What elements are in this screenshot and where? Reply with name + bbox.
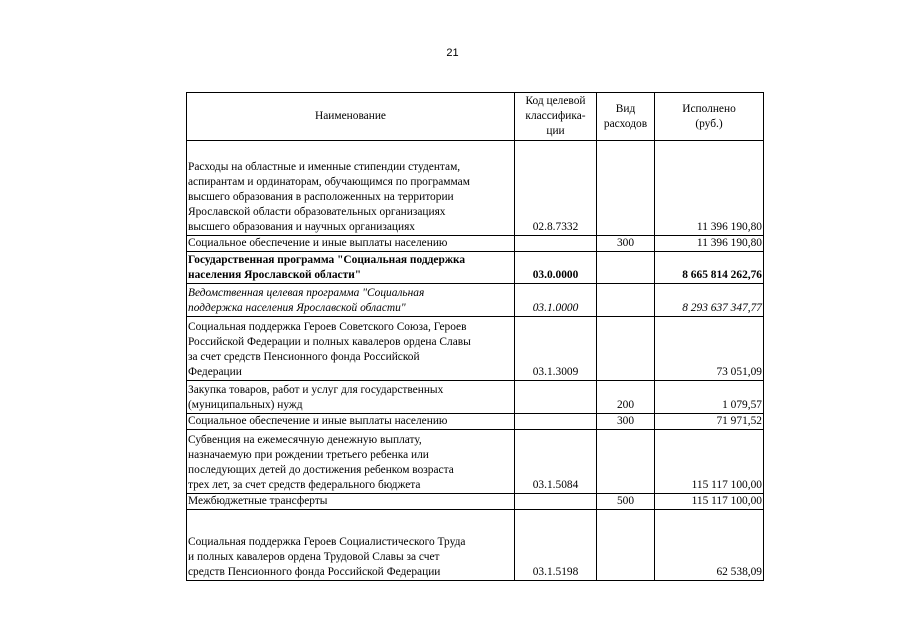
row-name-line: Федерации	[188, 366, 242, 378]
row-name-line: Закупка товаров, работ и услуг для государственных	[188, 384, 444, 396]
row-name-line: поддержка населения Ярославской области"	[188, 302, 406, 314]
row-name-cell	[187, 252, 515, 284]
row-amount-cell: 1 079,57	[655, 381, 764, 414]
row-name-cell	[187, 494, 515, 510]
row-name-cell	[187, 510, 515, 581]
row-expense-type-cell: 300	[597, 414, 655, 430]
row-code-cell: 03.1.5198	[515, 510, 597, 581]
row-expense-type-cell	[597, 141, 655, 236]
row-name-line: высшего образования в расположенных на территории	[188, 191, 454, 203]
row-expense-type-cell: 500	[597, 494, 655, 510]
row-amount-cell: 8 293 637 347,77	[655, 284, 764, 317]
row-name-cell	[187, 430, 515, 494]
row-name-line: Ведомственная целевая программа "Социальная	[188, 287, 425, 299]
row-name-line: трех лет, за счет средств федерального бюджета	[188, 479, 421, 491]
row-expense-type-cell	[597, 317, 655, 381]
row-name-line: Социальная поддержка Героев Социалистического Труда	[188, 536, 466, 548]
row-amount-cell: 8 665 814 262,76	[655, 252, 764, 284]
row-name-line: назначаемую при рождении третьего ребенка или	[188, 449, 429, 461]
row-expense-type-cell: 300	[597, 236, 655, 252]
header-amount	[655, 93, 764, 141]
table-row	[187, 141, 764, 236]
row-name-line: Ярославской области образовательных организациях	[188, 206, 446, 218]
header-type-line-1: Вид	[615, 102, 636, 115]
row-expense-type-cell	[597, 252, 655, 284]
header-amount-line-2: (руб.)	[695, 117, 723, 130]
row-amount-cell: 11 396 190,80	[655, 141, 764, 236]
row-name-cell	[187, 236, 515, 252]
row-amount-cell: 115 117 100,00	[655, 430, 764, 494]
row-amount-cell: 62 538,09	[655, 510, 764, 581]
header-code-line-3: ции	[546, 125, 565, 137]
row-code-cell: 03.1.0000	[515, 284, 597, 317]
table-row	[187, 414, 764, 430]
row-expense-type-cell	[597, 430, 655, 494]
row-amount-cell: 115 117 100,00	[655, 494, 764, 510]
row-expense-type-cell	[597, 284, 655, 317]
row-code-cell: 03.1.5084	[515, 430, 597, 494]
row-name-line: Социальное обеспечение и иные выплаты населению	[188, 237, 448, 249]
budget-execution-table	[186, 92, 764, 581]
table-body	[187, 141, 764, 581]
row-amount-cell: 11 396 190,80	[655, 236, 764, 252]
row-name-line: средств Пенсионного фонда Российской Федерации	[188, 566, 441, 578]
table-row	[187, 252, 764, 284]
row-code-cell: 03.0.0000	[515, 252, 597, 284]
row-name-line: Российской Федерации и полных кавалеров ордена Славы	[188, 336, 471, 348]
row-code-cell	[515, 494, 597, 510]
table-row	[187, 510, 764, 581]
row-name-line: (муниципальных) нужд	[188, 399, 303, 411]
table-row	[187, 284, 764, 317]
header-code-line-1: Код целевой	[525, 95, 586, 107]
row-code-cell: 02.8.7332	[515, 141, 597, 236]
row-name-line: Расходы на областные и именные стипендии студентам,	[188, 161, 461, 173]
row-name-line: за счет средств Пенсионного фонда Российской	[188, 351, 420, 363]
row-name-cell	[187, 141, 515, 236]
header-code-line-2: классифика-	[525, 110, 586, 122]
header-code	[515, 93, 597, 141]
header-expense-type	[597, 93, 655, 141]
row-name-line: Социальное обеспечение и иные выплаты населению	[188, 415, 448, 427]
header-row	[187, 93, 764, 141]
row-code-cell	[515, 414, 597, 430]
table-row	[187, 494, 764, 510]
row-expense-type-cell	[597, 510, 655, 581]
header-name: Наименование	[187, 93, 515, 141]
row-name-cell	[187, 317, 515, 381]
row-name-line: Межбюджетные трансферты	[188, 495, 328, 507]
row-name-cell	[187, 381, 515, 414]
row-code-cell	[515, 236, 597, 252]
row-name-line: Субвенция на ежемесячную денежную выплату,	[188, 434, 422, 446]
row-amount-cell: 73 051,09	[655, 317, 764, 381]
header-amount-line-1: Исполнено	[682, 102, 736, 115]
row-name-line: Социальная поддержка Героев Советского Союза, Героев	[188, 321, 467, 333]
table-row	[187, 381, 764, 414]
row-name-line: высшего образования и научных организациях	[188, 221, 415, 233]
row-name-cell	[187, 284, 515, 317]
row-code-cell: 03.1.3009	[515, 317, 597, 381]
header-type-line-2: расходов	[603, 117, 648, 130]
row-name-line: аспирантам и ординаторам, обучающимся по программам	[188, 176, 470, 188]
row-name-line: последующих детей до достижения ребенком возраста	[188, 464, 454, 476]
row-code-cell	[515, 381, 597, 414]
table-row	[187, 236, 764, 252]
row-expense-type-cell: 200	[597, 381, 655, 414]
page-number: 21	[446, 47, 459, 59]
table-row	[187, 317, 764, 381]
row-amount-cell: 71 971,52	[655, 414, 764, 430]
row-name-line: Государственная программа "Социальная поддержка	[188, 254, 466, 266]
row-name-cell	[187, 414, 515, 430]
row-name-line: населения Ярославской области"	[188, 269, 362, 281]
row-name-line: и полных кавалеров ордена Трудовой Славы за счет	[188, 551, 440, 563]
table-row	[187, 430, 764, 494]
